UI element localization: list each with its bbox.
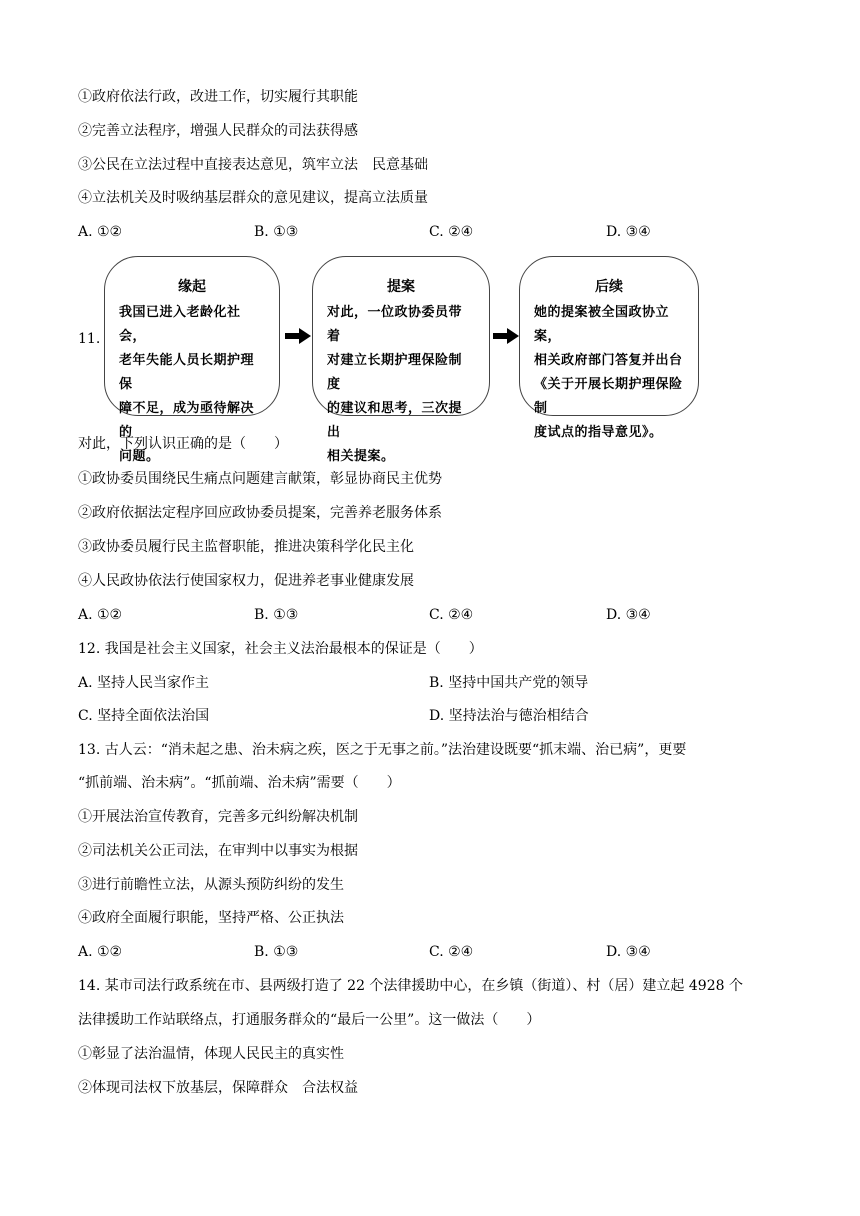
q10-item-4: ④立法机关及时吸纳基层群众的意见建议，提高立法质量: [78, 190, 428, 206]
q14-item-1: ①彰显了法治温情，体现人民民主的真实性: [78, 1046, 344, 1062]
q11-item-3: ③政协委员履行民主监督职能，推进决策科学化民主化: [78, 539, 414, 555]
flow-box-body: [327, 301, 475, 469]
q10-item-1: ①政府依法行政，改进工作，切实履行其职能: [78, 89, 358, 105]
flow-line: 相关政府部门答复并出台: [534, 353, 683, 368]
flow-line: 我国已进入老龄化社会，: [119, 305, 241, 344]
q11-option-a[interactable]: A. ①②: [78, 607, 123, 623]
flow-line: 度试点的指导意见》。: [534, 425, 663, 440]
flow-box-title: 提案: [387, 279, 415, 295]
q10-item-3: ③公民在立法过程中直接表达意见，筑牢立法 民意基础: [78, 157, 428, 173]
q11-option-b[interactable]: B. ①③: [254, 607, 299, 623]
q11-options: [78, 605, 778, 625]
q11-option-d[interactable]: D. ③④: [606, 607, 651, 623]
flow-line: 对此，一位政协委员带着: [327, 305, 463, 344]
q13-option-a[interactable]: A. ①②: [78, 944, 123, 960]
q11-item-2: ②政府依据法定程序回应政协委员提案，完善养老服务体系: [78, 505, 442, 521]
q12-option-a[interactable]: A. 坚持人民当家作主: [78, 675, 210, 691]
flow-line: 障不足，成为亟待解决的: [119, 401, 255, 440]
q13-option-d[interactable]: D. ③④: [606, 944, 651, 960]
q13-options: [78, 942, 778, 962]
q11-item-1: ①政协委员围绕民生痛点问题建言献策，彰显协商民主优势: [78, 471, 442, 487]
q11-number: 11.: [78, 331, 101, 347]
q12-options-row-1: [78, 673, 778, 693]
q10-option-d[interactable]: D. ③④: [606, 224, 651, 240]
flow-line: 老年失能人员长期护理保: [119, 353, 255, 392]
flow-box-title: 缘起: [178, 279, 206, 295]
q12-option-d[interactable]: D. 坚持法治与德治相结合: [429, 708, 589, 724]
flow-line: 对建立长期护理保险制度: [327, 353, 463, 392]
q11-item-4: ④人民政协依法行使国家权力，促进养老事业健康发展: [78, 573, 414, 589]
q14-stem-line-1: 14. 某市司法行政系统在市、县两级打造了 22 个法律援助中心，在乡镇（街道）、村（居）建立起 4928 个: [78, 978, 743, 994]
q12-option-b[interactable]: B. 坚持中国共产党的领导: [429, 675, 589, 691]
right-arrow-icon: [493, 328, 519, 344]
q10-item-2: ②完善立法程序，增强人民群众的司法获得感: [78, 123, 358, 139]
flow-box-follow-up: [519, 256, 699, 440]
q13-item-4: ④政府全面履行职能，坚持严格、公正执法: [78, 910, 344, 926]
flow-box-title: 后续: [595, 279, 623, 295]
q13-item-1: ①开展法治宣传教育，完善多元纠纷解决机制: [78, 809, 358, 825]
q12-option-c[interactable]: C. 坚持全面依法治国: [78, 708, 210, 724]
q10-option-b[interactable]: B. ①③: [254, 224, 299, 240]
q13-stem-line-2: “抓前端、治未病”。“抓前端、治未病”需要（ ）: [78, 775, 401, 791]
flow-box-proposal: [312, 256, 490, 464]
right-arrow-icon: [285, 328, 311, 344]
q11-stem: 对此，下列认识正确的是（ ）: [78, 436, 288, 452]
q10-option-a[interactable]: A. ①②: [78, 224, 123, 240]
flow-line: 相关提案。: [327, 449, 395, 464]
q13-stem-line-1: 13. 古人云：“消未起之患、治未病之疾，医之于无事之前。”法治建设既要“抓末端、治已病”，更要: [78, 742, 687, 758]
q13-option-c[interactable]: C. ②④: [429, 944, 474, 960]
q14-item-2: ②体现司法权下放基层，保障群众 合法权益: [78, 1080, 358, 1096]
q10-options: [78, 222, 778, 242]
q12-stem: 12. 我国是社会主义国家，社会主义法治最根本的保证是（ ）: [78, 641, 483, 657]
q14-stem-line-2: 法律援助工作站联络点，打通服务群众的“最后一公里”。这一做法（ ）: [78, 1012, 541, 1028]
q13-item-3: ③进行前瞻性立法，从源头预防纠纷的发生: [78, 877, 344, 893]
flow-line: 她的提案被全国政协立案，: [534, 305, 670, 344]
q13-option-b[interactable]: B. ①③: [254, 944, 299, 960]
flow-line: 的建议和思考，三次提出: [327, 401, 463, 440]
q10-option-c[interactable]: C. ②④: [429, 224, 474, 240]
q12-options-row-2: [78, 706, 778, 726]
flow-line: 《关于开展长期护理保险制: [534, 377, 683, 416]
flow-box-body: [534, 301, 684, 445]
q11-option-c[interactable]: C. ②④: [429, 607, 474, 623]
flow-line: 问题。: [119, 449, 160, 464]
q13-item-2: ②司法机关公正司法，在审判中以事实为根据: [78, 843, 358, 859]
